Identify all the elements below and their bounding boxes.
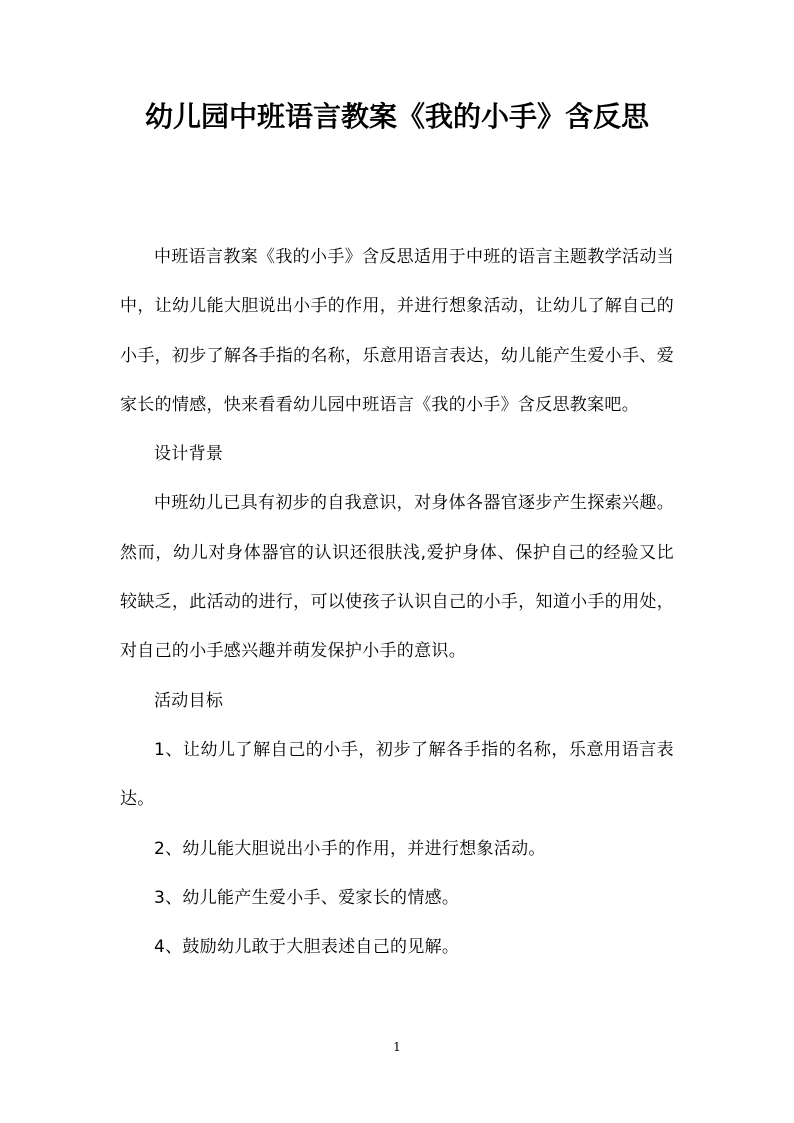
goal-item-3: 3、幼儿能产生爱小手、爱家长的情感。 xyxy=(154,887,460,908)
section-heading-design-background: 设计背景 xyxy=(154,444,224,465)
design-background-paragraph: 中班幼儿已具有初步的自我意识，对身体各器官逐步产生探索兴趣。然而，幼儿对身体器官的认识还很肤浅,爱护身体、保护自己的经验又比较缺乏，此活动的进行，可以使孩子认识自己的小手，知道小手的用处，对自己的小手感兴趣并萌发保护小手的意识。 xyxy=(120,493,674,662)
goal-item-2: 2、幼儿能大胆说出小手的作用，并进行想象活动。 xyxy=(154,838,546,859)
goal-item-1: 1、让幼儿了解自己的小手，初步了解各手指的名称，乐意用语言表达。 xyxy=(120,739,674,810)
page-number: 1 xyxy=(393,1040,401,1054)
intro-paragraph: 中班语言教案《我的小手》含反思适用于中班的语言主题教学活动当中，让幼儿能大胆说出小手的作用，并进行想象活动，让幼儿了解自己的小手，初步了解各手指的名称，乐意用语言表达，幼儿能产生爱小手、爱家长的情感，快来看看幼儿园中班语言《我的小手》含反思教案吧。 xyxy=(120,247,674,415)
document-title: 幼儿园中班语言教案《我的小手》含反思 xyxy=(144,100,649,133)
document-body xyxy=(120,233,674,972)
goal-item-4: 4、鼓励幼儿敢于大胆表述自己的见解。 xyxy=(154,937,460,958)
section-heading-activity-goals: 活动目标 xyxy=(154,690,224,711)
